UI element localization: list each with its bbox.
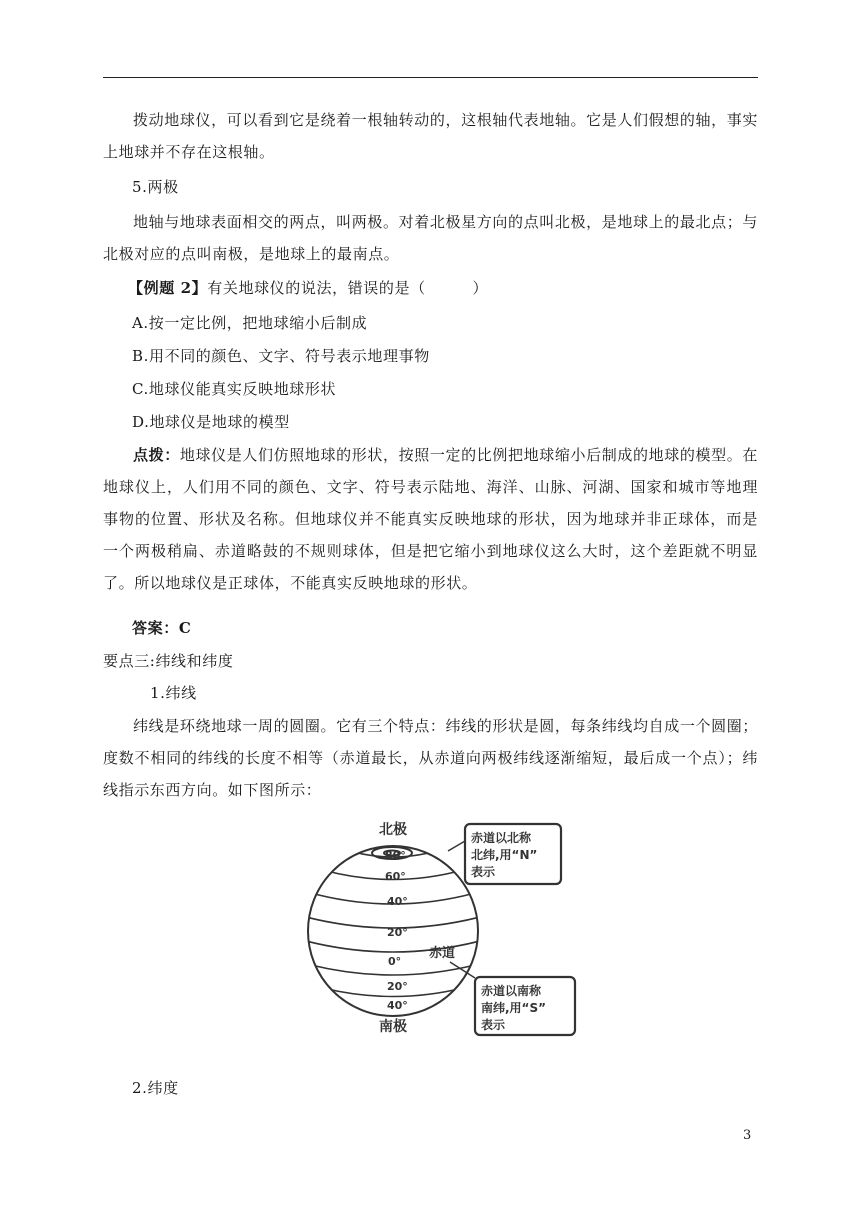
answer-label: 答案： — [132, 619, 179, 637]
page-number: 3 — [743, 1128, 752, 1143]
north-pole-label: 北极 — [379, 822, 407, 838]
north-callout-line1: 赤道以北称 — [471, 831, 532, 845]
north-callout-line3: 表示 — [471, 865, 496, 879]
example-label: 【例题 2】 — [128, 279, 208, 297]
option-c: C.地球仪能真实反映地球形状 — [132, 380, 337, 398]
north-callout-line2: 北纬,用“N” — [471, 848, 538, 862]
poles-paragraph: 地轴与地球表面相交的两点，叫两极。对着北极星方向的点叫北极，是地球上的最北点；与北极对应的点叫南极，是地球上的最南点。 — [103, 213, 758, 263]
latitude-degree-heading: 2.纬度 — [132, 1079, 179, 1097]
lat-label-20n: 20° — [387, 926, 408, 939]
lat-label-0: 0° — [388, 955, 402, 968]
equator-label: 赤道 — [429, 946, 456, 961]
south-callout-line3: 表示 — [481, 1018, 506, 1032]
answer-value: C — [178, 619, 192, 637]
lat-label-80: 80° — [385, 849, 406, 862]
answer-line — [132, 618, 191, 638]
example-question — [128, 278, 488, 298]
axis-paragraph: 拨动地球仪，可以看到它是绕着一根轴转动的，这根轴代表地轴。它是人们假想的轴，事实上地球并不存在这根轴。 — [103, 111, 758, 161]
lat-label-20s: 20° — [387, 980, 408, 993]
poles-heading: 5.两极 — [132, 178, 179, 196]
latitude-line-paragraph: 纬线是环绕地球一周的圆圈。它有三个特点：纬线的形状是圆，每条纬线均自成一个圆圈；度数不相同的纬线的长度不相等（赤道最长，从赤道向两极纬线逐渐缩短，最后成一个点）；纬线指示东西方向。如下图所示： — [103, 717, 758, 799]
south-callout-line1: 赤道以南称 — [481, 984, 542, 998]
hint-label: 点拨： — [133, 446, 180, 464]
lat-label-40s: 40° — [387, 999, 408, 1012]
hint-text: 地球仪是人们仿照地球的形状，按照一定的比例把地球缩小后制成的地球的模型。在地球仪上，人们用不同的颜色、文字、符号表示陆地、海洋、山脉、河湖、国家和城市等地理事物的位置、形状及名称。但地球仪并不能真实反映地球的形状，因为地球并非正球体，而是一个两极稍扁、赤道略鼓的不规则球体，但是把它缩小到地球仪这么大时，这个差距就不明显了。所以地球仪是正球体，不能真实反映地球的形状。 — [103, 446, 758, 592]
example-question-text: 有关地球仪的说法，错误的是（ ） — [207, 279, 489, 297]
north-callout-pointer — [448, 841, 465, 851]
section-title: 要点三:纬线和纬度 — [103, 652, 234, 670]
latitude-lines-figure — [303, 813, 583, 1038]
hint-paragraph — [103, 439, 758, 599]
south-pole-label: 南极 — [379, 1019, 407, 1035]
lat-label-40n: 40° — [387, 895, 408, 908]
header-rule — [103, 77, 758, 78]
option-d: D.地球仪是地球的模型 — [132, 413, 290, 431]
south-callout-line2: 南纬,用“S” — [481, 1001, 546, 1015]
option-b: B.用不同的颜色、文字、符号表示地理事物 — [132, 347, 430, 365]
option-a: A.按一定比例，把地球缩小后制成 — [132, 314, 368, 332]
latitude-line-heading: 1.纬线 — [150, 684, 197, 702]
lat-label-60: 60° — [385, 870, 406, 883]
globe-diagram — [303, 813, 583, 1038]
